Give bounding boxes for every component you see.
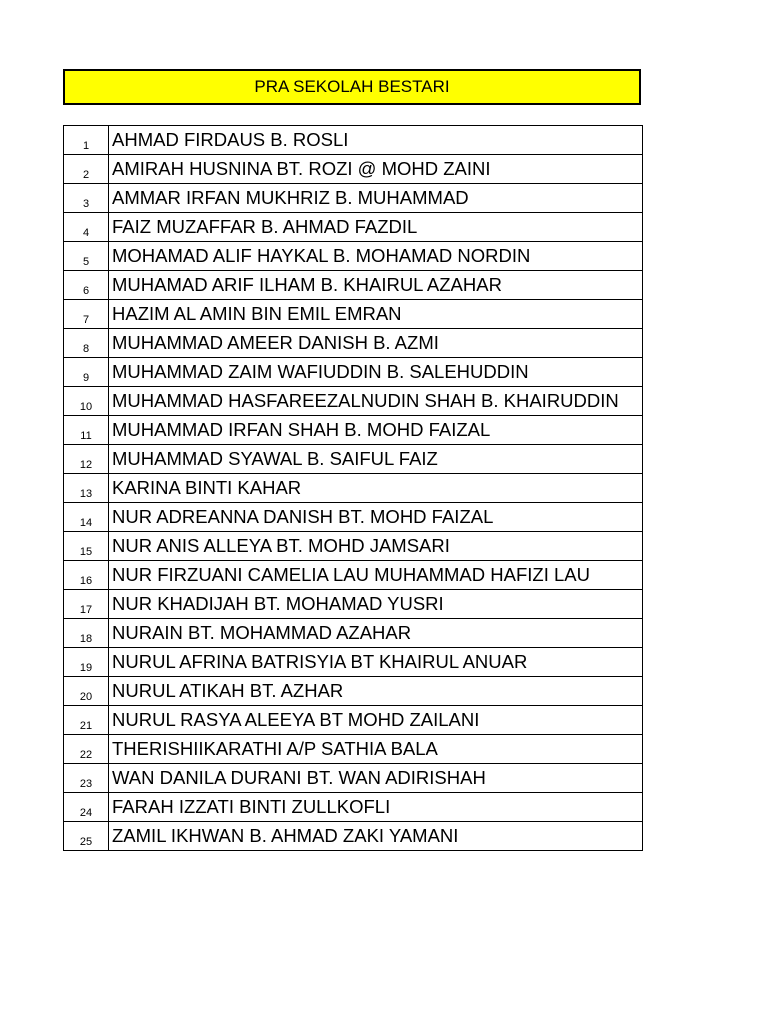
table-row [64,793,643,822]
row-number: 21 [64,706,109,735]
student-name: AMMAR IRFAN MUKHRIZ B. MUHAMMAD [109,184,643,213]
student-name: NUR ANIS ALLEYA BT. MOHD JAMSARI [109,532,643,561]
student-roster-body [64,126,643,851]
student-name: NURAIN BT. MOHAMMAD AZAHAR [109,619,643,648]
table-row [64,213,643,242]
student-name: MUHAMAD ARIF ILHAM B. KHAIRUL AZAHAR [109,271,643,300]
row-number: 13 [64,474,109,503]
table-row [64,155,643,184]
student-name: FAIZ MUZAFFAR B. AHMAD FAZDIL [109,213,643,242]
student-name: WAN DANILA DURANI BT. WAN ADIRISHAH [109,764,643,793]
student-name: FARAH IZZATI BINTI ZULLKOFLI [109,793,643,822]
student-name: NURUL ATIKAH BT. AZHAR [109,677,643,706]
table-row [64,474,643,503]
student-name: ZAMIL IKHWAN B. AHMAD ZAKI YAMANI [109,822,643,851]
student-name: NUR ADREANNA DANISH BT. MOHD FAIZAL [109,503,643,532]
row-number: 17 [64,590,109,619]
student-name: NURUL RASYA ALEEYA BT MOHD ZAILANI [109,706,643,735]
student-name: MUHAMMAD AMEER DANISH B. AZMI [109,329,643,358]
table-row [64,561,643,590]
table-row [64,271,643,300]
table-row [64,764,643,793]
table-row [64,358,643,387]
row-number: 25 [64,822,109,851]
table-row [64,619,643,648]
row-number: 18 [64,619,109,648]
row-number: 1 [64,126,109,155]
row-number: 2 [64,155,109,184]
student-name: MUHAMMAD SYAWAL B. SAIFUL FAIZ [109,445,643,474]
table-row [64,822,643,851]
row-number: 3 [64,184,109,213]
row-number: 15 [64,532,109,561]
table-row [64,445,643,474]
row-number: 12 [64,445,109,474]
student-name: THERISHIIKARATHI A/P SATHIA BALA [109,735,643,764]
row-number: 7 [64,300,109,329]
row-number: 22 [64,735,109,764]
student-roster-table [63,125,643,851]
student-name: NUR KHADIJAH BT. MOHAMAD YUSRI [109,590,643,619]
student-name: NURUL AFRINA BATRISYIA BT KHAIRUL ANUAR [109,648,643,677]
row-number: 9 [64,358,109,387]
row-number: 6 [64,271,109,300]
student-name: MUHAMMAD ZAIM WAFIUDDIN B. SALEHUDDIN [109,358,643,387]
row-number: 4 [64,213,109,242]
student-name: MUHAMMAD IRFAN SHAH B. MOHD FAIZAL [109,416,643,445]
student-name: KARINA BINTI KAHAR [109,474,643,503]
table-row [64,242,643,271]
table-row [64,677,643,706]
student-name: AMIRAH HUSNINA BT. ROZI @ MOHD ZAINI [109,155,643,184]
table-row [64,300,643,329]
table-row [64,503,643,532]
table-row [64,648,643,677]
row-number: 8 [64,329,109,358]
student-name: AHMAD FIRDAUS B. ROSLI [109,126,643,155]
table-row [64,590,643,619]
row-number: 5 [64,242,109,271]
student-name: NUR FIRZUANI CAMELIA LAU MUHAMMAD HAFIZI LAU [109,561,643,590]
table-row [64,532,643,561]
row-number: 23 [64,764,109,793]
student-name: HAZIM AL AMIN BIN EMIL EMRAN [109,300,643,329]
table-row [64,735,643,764]
row-number: 10 [64,387,109,416]
row-number: 11 [64,416,109,445]
row-number: 14 [64,503,109,532]
table-row [64,184,643,213]
row-number: 19 [64,648,109,677]
page-title: PRA SEKOLAH BESTARI [63,69,641,105]
row-number: 20 [64,677,109,706]
table-row [64,387,643,416]
student-name: MOHAMAD ALIF HAYKAL B. MOHAMAD NORDIN [109,242,643,271]
table-row [64,706,643,735]
table-row [64,416,643,445]
row-number: 16 [64,561,109,590]
student-name: MUHAMMAD HASFAREEZALNUDIN SHAH B. KHAIRUDDIN [109,387,643,416]
row-number: 24 [64,793,109,822]
table-row [64,329,643,358]
table-row [64,126,643,155]
